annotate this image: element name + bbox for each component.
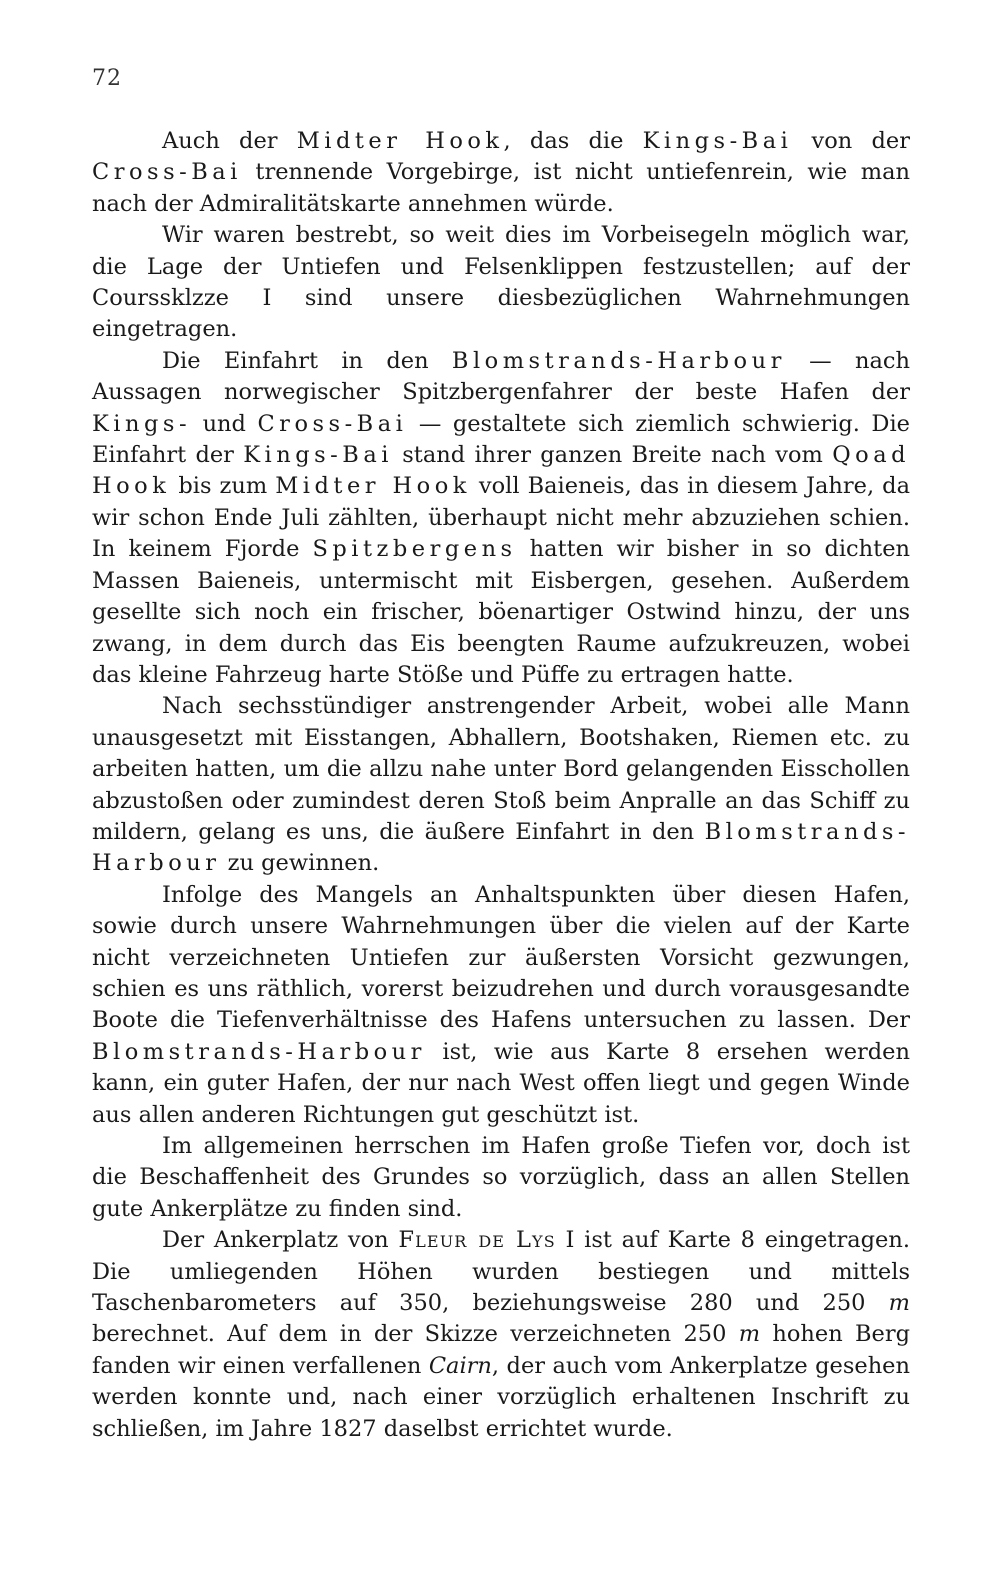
- emphasized-text: Blomstrands-Harbour: [451, 347, 786, 374]
- paragraph: [92, 1225, 910, 1445]
- paragraph: [92, 691, 910, 879]
- text-run: Die Einfahrt in den: [162, 347, 452, 374]
- text-run: — gestaltete sich ziemlich schwierig. Die Einfahrt der: [92, 410, 910, 469]
- emphasized-text: Spitzbergens: [312, 536, 517, 563]
- emphasized-text: Cross-Bai: [92, 159, 242, 186]
- emphasized-text: Midter Hook: [296, 128, 504, 154]
- emphasized-text: m: [738, 1321, 761, 1348]
- emphasized-text: Kings-Bai: [642, 128, 793, 154]
- text-run: ist, wie aus Karte 8 ersehen werden kann, ein guter Hafen, der nur nach West offen liegt und gegen Winde aus allen anderen Richtungen gut geschützt ist.: [92, 1038, 910, 1128]
- text-run: I ist auf Karte 8 eingetragen. Die umliegenden Höhen wurden bestiegen und mittels Taschenbarometers auf 350, beziehungsweise 280 und 250: [92, 1227, 910, 1317]
- text-run: Der Ankerplatz von: [162, 1227, 399, 1254]
- paragraph: [92, 346, 910, 691]
- text-run: hatten wir bisher in so dichten Massen Baieneis, untermischt mit Eisbergen, gesehen. Außerdem gesellte sich noch ein frischer, böenartiger Ostwind hinzu, der uns zwang, in dem durch das Eis beengten Raume aufzukreuzen, wobei das kleine Fahrzeug harte Stöße und Püffe zu ertragen hatte.: [92, 536, 911, 688]
- emphasized-text: Blomstrands-Harbour: [92, 818, 910, 877]
- text-run: voll Baieneis, das in diesem Jahre, da wir schon Ende Juli zählten, überhaupt nicht mehr abzuziehen schien. In keinem Fjorde: [92, 473, 910, 563]
- text-run: — nach Aussagen norwegischer Spitzbergenfahrer der beste Hafen der: [92, 347, 910, 406]
- page-number: 72: [92, 66, 122, 91]
- text-run: hohen Berg fanden wir einen verfallenen: [92, 1321, 910, 1379]
- text-run: Wir waren bestrebt, so weit dies im Vorbeisegeln möglich war, die Lage der Untiefen und Felsenklippen festzustellen; auf der Courssklzze I sind unsere diesbezüglichen Wahrnehmungen eingetragen.: [92, 222, 910, 343]
- emphasized-text: Midter Hook: [275, 473, 471, 500]
- paragraph: [92, 126, 910, 220]
- text-run: von der: [792, 128, 910, 154]
- text-run: bis zum: [170, 473, 276, 500]
- paragraph: [92, 220, 910, 346]
- text-run: trennende Vorgebirge, ist nicht untiefenrein, wie man nach der Admiralitätskarte annehmen würde.: [92, 159, 910, 217]
- text-run: Im allgemeinen herrschen im Hafen große Tiefen vor, doch ist die Beschaffenheit des Grundes so vorzüglich, dass an allen Stellen gute Ankerplätze zu finden sind.: [92, 1133, 910, 1222]
- emphasized-text: Kings-Bai: [243, 442, 393, 469]
- text-run: Infolge des Mangels an Anhaltspunkten über diesen Hafen, sowie durch unsere Wahrnehmungen über die vielen auf der Karte nicht verzeichneten Untiefen zur äußersten Vorsicht gezwungen, schien es uns räthlich, vorerst beizudrehen und durch vorausgesandte Boote die Tiefenverhältnisse des Hafens untersuchen zu lassen. Der: [92, 881, 910, 1034]
- emphasized-text: Fleur de Lys: [398, 1227, 556, 1254]
- emphasized-text: Blomstrands-Harbour: [92, 1038, 426, 1065]
- body-text: [92, 126, 910, 1445]
- emphasized-text: Cairn: [428, 1352, 492, 1379]
- text-run: stand ihrer ganzen Breite nach vom: [392, 442, 833, 469]
- emphasized-text: m: [888, 1290, 910, 1317]
- emphasized-text: Qoad Hook: [92, 442, 911, 500]
- text-run: , das die: [503, 128, 643, 154]
- text-run: , der auch vom Ankerplatze gesehen werden konnte und, nach einer vorzüglich erhaltenen Inschrift zu schließen, im Jahre 1827 daselbst errichtet wurde.: [92, 1352, 910, 1442]
- text-run: Nach sechsstündiger anstrengender Arbeit, wobei alle Mann unausgesetzt mit Eisstangen, Abhallern, Bootshaken, Riemen etc. zu arbeiten hatten, um die allzu nahe unter Bord gelangenden Eisschollen abzustoßen oder zumindest deren Stoß beim Anpralle an das Schiff zu mildern, gelang es uns, die äußere Einfahrt in den: [92, 693, 910, 845]
- paragraph: [92, 880, 910, 1131]
- paragraph: [92, 1131, 910, 1225]
- text-run: und: [191, 410, 258, 437]
- text-run: zu gewinnen.: [220, 850, 380, 877]
- text-run: Auch der: [162, 128, 297, 154]
- emphasized-text: Kings-: [92, 410, 192, 437]
- text-run: berechnet. Auf dem in der Skizze verzeichneten 250: [92, 1321, 739, 1348]
- emphasized-text: Cross-Bai: [257, 410, 408, 437]
